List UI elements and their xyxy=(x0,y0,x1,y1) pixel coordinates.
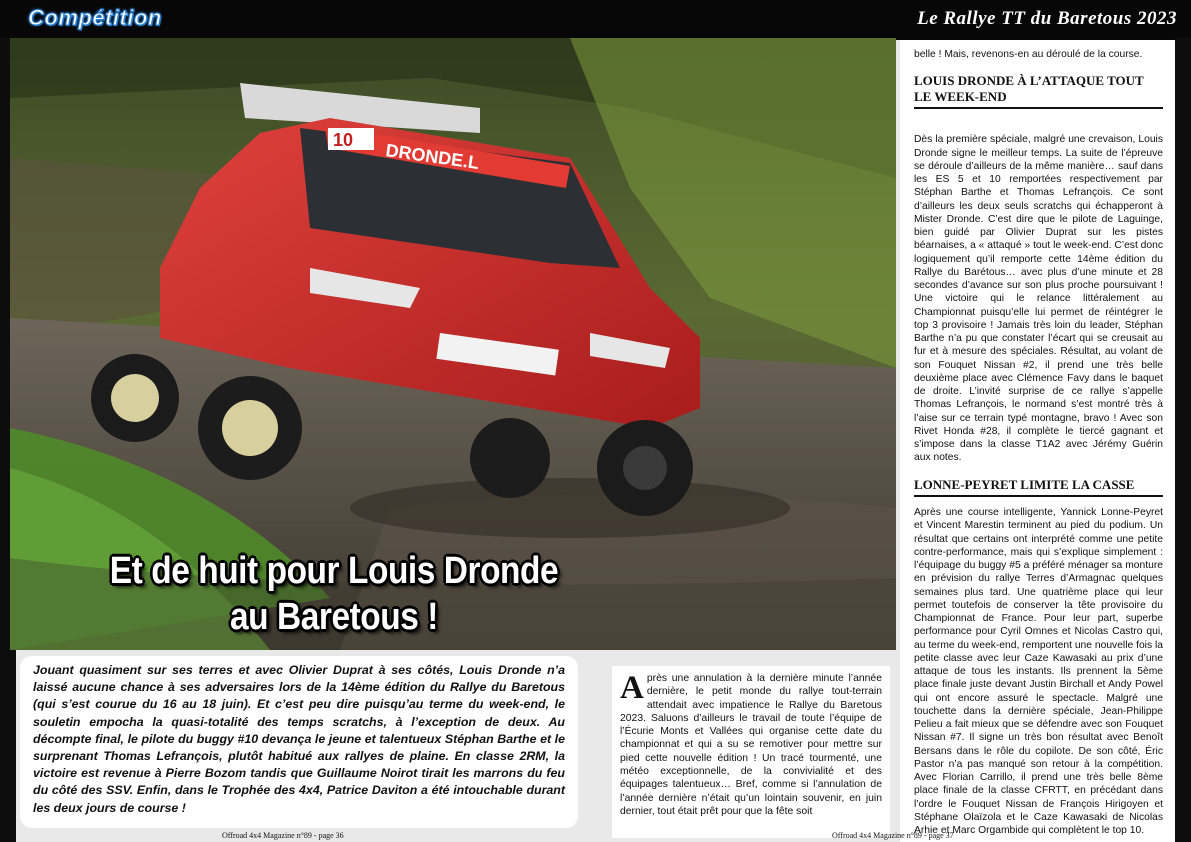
subhead-lonne-peyret: LONNE-PEYRET LIMITE LA CASSE xyxy=(914,477,1163,498)
car-number-text: 10 xyxy=(333,130,354,150)
footer-right: Offroad 4x4 Magazine n°89 - page 37 xyxy=(832,831,954,840)
footer-left: Offroad 4x4 Magazine n°89 - page 36 xyxy=(222,831,344,840)
article-column-2 xyxy=(900,40,1175,842)
hero-headline-line1: Et de huit pour Louis Dronde xyxy=(109,550,559,592)
article-col1-text: près une annulation à la dernière minute l’année dernière, le petit monde du rallye tout-terrain attendait avec impatience le Rallye du Baretous 2023. Saluons d’ailleurs le travail de toute l’équipe de l’Écurie Monts et Vallées qui organise cette date du championnat et qui a su se remotiver pour mettre sur pied cette nouvelle édition ! Un tracé tourmenté, une météo exceptionnelle, de la convivialité et des équipages talentueux… Bref, comme si l’annulation de l’année dernière n’était qu’un lointain souvenir, en juin dernier, tout était prêt pour que la fête soit xyxy=(620,673,882,817)
dropcap: A xyxy=(620,670,644,706)
article-para-1: Dès la première spéciale, malgré une crevaison, Louis Dronde signe le meilleur temps. La suite de l’épreuve se déroule d’ailleurs de la même manière… sauf dans les ES 5 et 10 remportées respectivement par Stéphan Barthe et Thomas Lefrançois. Ce sont d’ailleurs les deux seuls scratchs qui échapperont à Mister Dronde. C’est dire que le pilote de Laguinge, bien guidé par Olivier Duprat sur les pistes béarnaises, a « attaqué » tout le week-end. C’est donc logiquement qu’il remporte cette 14ème édition du Rallye du Barétous… avec plus d’une minute et 28 secondes d’avance sur son plus proche poursuivant ! Une victoire qui le relance littéralement au Championnat puisqu’elle lui permet de réintégrer le top 3 provisoire ! Jamais très loin du leader, Stéphan Barthe n’a pu que constater l’écart qui se creusait au fur et à mesure des spéciales. Résultat, au volant de son Fouquet Nissan #2, il prend une très belle deuxième place avec Clémence Favy dans le baquet de droite. L’invité surprise de ce rallye s’appelle Thomas Lefrançois, le normand s’est montré très à l’aise sur ce terrain typé montagne, bravo ! Avec son Rivet Honda #28, il complète le tiercé gagnant et s’impose dans la classe T1A2 avec Jérémy Guérin aux notes. xyxy=(914,134,1164,464)
article-col2-intro: belle ! Mais, revenons-en au déroulé de la course. xyxy=(914,49,1143,60)
intro-panel xyxy=(20,656,578,828)
subhead-louis-dronde: LOUIS DRONDE À L’ATTAQUE TOUT LE WEEK-END xyxy=(914,73,1163,109)
section-label: Compétition xyxy=(28,5,162,30)
page-title: Le Rallye TT du Baretous 2023 xyxy=(917,8,1177,29)
page-header xyxy=(0,0,1191,40)
right-edge-stripe xyxy=(1175,38,1191,842)
article-column-1 xyxy=(612,666,890,838)
car-name-text: DRONDE.L xyxy=(384,140,481,174)
intro-text: Jouant quasiment sur ses terres et avec Olivier Duprat à ses côtés, Louis Dronde n’a laissé aucune chance à ses adversaires lors de la 14ème édition du Rallye du Baretous (qui s’est courue du 16 au 18 juin). Et c’est peu dire puisqu’au terme du week-end, le souletin empocha la quasi-totalité des temps scratchs, à l’exception de deux. Au décompte final, le pilote du buggy #10 devança le jeune et talentueux Stéphan Barthe et le surprenant Thomas Lefrançois, plutôt habitué aux rallyes de plaine. En classe 2RM, la victoire est revenue à Pierre Bozom tandis que Guillaume Noirot tirait les marrons du feu du côté des SSV. Enfin, dans le Trophée des 4x4, Patrice Daviton a été intouchable durant les deux jours de course ! xyxy=(33,663,565,815)
hero-headline-line2: au Baretous ! xyxy=(230,596,438,638)
article-para-2: Après une course intelligente, Yannick Lonne-Peyret et Vincent Marestin terminent au pied du podium. Un résultat que certains ont interprété comme une petite contre-performance, mais qui s’explique simplement : l’équipage du buggy #5 a préféré ménager sa monture en prévision du rallye Terres d’Armagnac quelques semaines plus tard. Une quatrième place qui leur permet toutefois de conserver la tête provisoire du Championnat de France. Pour leur part, superbe performance pour Cyril Omnes et Nicolas Castro qui, au terme du week-end, remportent une nouvelle fois la petite classe avec leur Caze Kawasaki au prix d’une attaque de tous les instants. Ils prennent la 5ème place finale juste devant Justin Birchall et Andy Powel qui ont encore assuré le spectacle. Malgré une touchette dans la dernière spéciale, Jean-Philippe Pelieu a fait mieux que se défendre avec son Fouquet Nissan #7. Il signe un très bon résultat avec Benoît Bersans dans le rôle du copilote. De son côté, Éric Pastor n’a pas manqué son retour à la compétition. Avec Florian Carrillo, il prend une très belle 8ème place finale de la classe CFRTT, en précédant dans l’ordre le Fouquet Nissan de François Hirigoyen et Stéphane Olaïzola et le Caze Kawasaki de Nicolas Arhie et Marc Orgambide qui complètent le top 10. xyxy=(914,507,1163,836)
hero-headline xyxy=(88,548,581,640)
hero-photo xyxy=(10,38,896,650)
